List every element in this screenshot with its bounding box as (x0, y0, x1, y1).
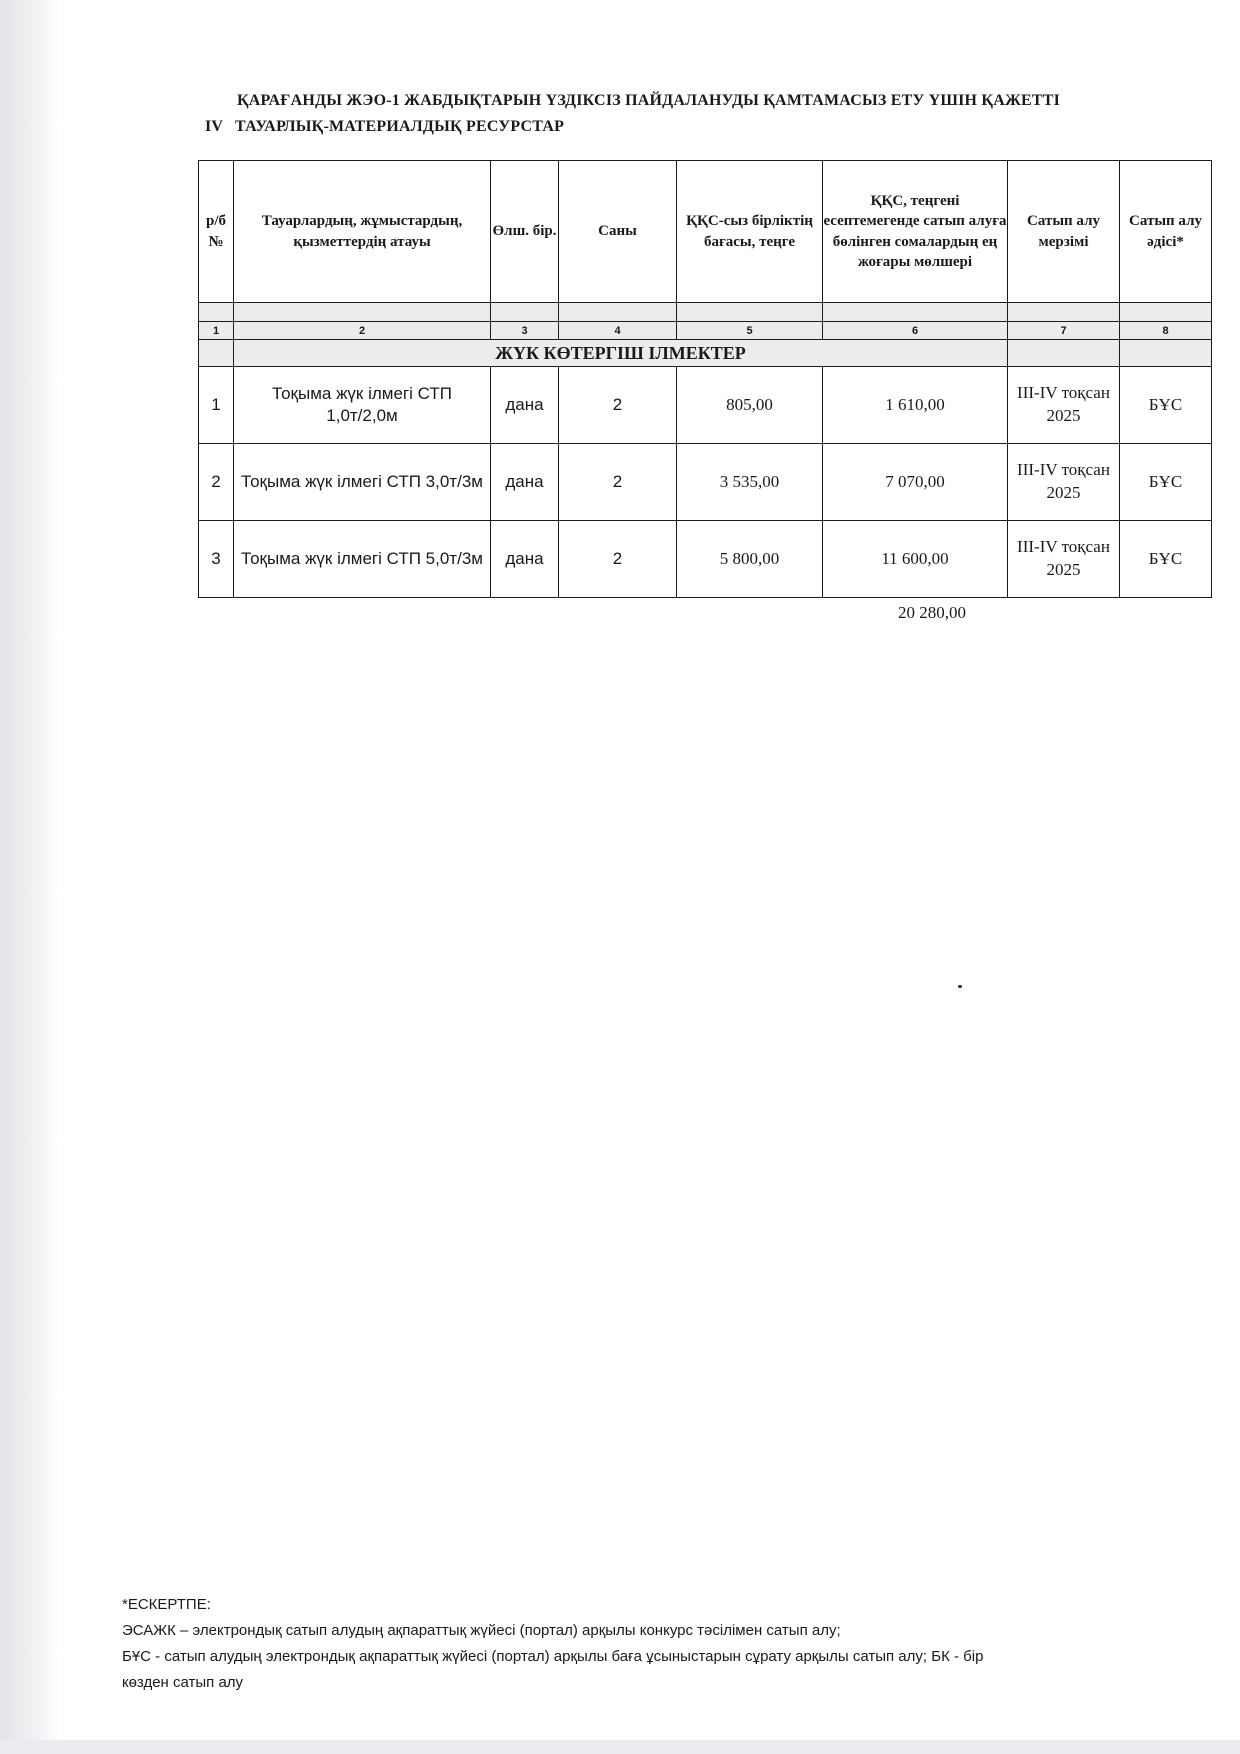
footnote-line: көзден сатып алу (122, 1674, 244, 1691)
group-row (199, 340, 1212, 367)
item-method: БҰС (1120, 521, 1212, 598)
title-line-1: ҚАРАҒАНДЫ ЖЭО-1 ЖАБДЫҚТАРЫН ҮЗДІКСІЗ ПАЙДАЛАНУДЫ ҚАМТАМАСЫЗ ЕТУ ҮШІН ҚАЖЕТТІ (237, 92, 1061, 109)
item-name: Тоқыма жүк ілмегі СТП 1,0т/2,0м (234, 367, 491, 444)
row-number: 3 (199, 521, 234, 598)
footnote-line: ЭСАЖК – электрондық сатып алудың ақпараттық жүйесі (портал) арқылы конкурс тәсілімен сатып алу; (122, 1622, 841, 1639)
item-period: III-IV тоқсан 2025 (1008, 367, 1120, 444)
header-unit-price: ҚҚС-сыз бірліктің бағасы, теңге (677, 161, 823, 303)
scan-speck (958, 985, 962, 988)
footnote-heading: *ЕСКЕРТПЕ: (122, 1596, 211, 1613)
header-row (199, 161, 1212, 303)
item-unit-price: 3 535,00 (677, 444, 823, 521)
header-period: Сатып алу мерзімі (1008, 161, 1120, 303)
header-quantity: Саны (559, 161, 677, 303)
item-name: Тоқыма жүк ілмегі СТП 5,0т/3м (234, 521, 491, 598)
item-quantity: 2 (559, 444, 677, 521)
title-line-2 (205, 118, 564, 136)
footnote (122, 1592, 983, 1696)
header-max-amount: ҚҚС, теңгені есептемегенде сатып алуға бөлінген сомалардың ең жоғары мөлшері (823, 161, 1008, 303)
column-number: 6 (823, 322, 1008, 340)
item-unit: дана (491, 444, 559, 521)
column-number-row (199, 322, 1212, 340)
column-number: 1 (199, 322, 234, 340)
item-name: Тоқыма жүк ілмегі СТП 3,0т/3м (234, 444, 491, 521)
item-method: БҰС (1120, 444, 1212, 521)
item-unit-price: 5 800,00 (677, 521, 823, 598)
row-number: 1 (199, 367, 234, 444)
section-number: IV (205, 118, 224, 135)
column-number: 8 (1120, 322, 1212, 340)
title-line-2-text: ТАУАРЛЫҚ-МАТЕРИАЛДЫҚ РЕСУРСТАР (235, 118, 565, 135)
item-unit: дана (491, 367, 559, 444)
header-method: Сатып алу әдісі* (1120, 161, 1212, 303)
scan-bottom-edge (0, 1740, 1240, 1754)
column-number: 3 (491, 322, 559, 340)
column-number: 4 (559, 322, 677, 340)
blank-row (199, 303, 1212, 322)
item-quantity: 2 (559, 521, 677, 598)
header-unit: Өлш. бір. (491, 161, 559, 303)
table-row (199, 521, 1212, 598)
group-title: ЖҮК КӨТЕРГІШ ІЛМЕКТЕР (234, 340, 1008, 367)
column-number: 5 (677, 322, 823, 340)
item-unit-price: 805,00 (677, 367, 823, 444)
item-unit: дана (491, 521, 559, 598)
header-index: р/б № (199, 161, 234, 303)
table-row (199, 367, 1212, 444)
column-number: 2 (234, 322, 491, 340)
footnote-line: БҰС - сатып алудың электрондық ақпараттық жүйесі (портал) арқылы баға ұсыныстарын сұрату арқылы сатып алу; БК - бір (122, 1648, 984, 1665)
row-number: 2 (199, 444, 234, 521)
item-period: III-IV тоқсан 2025 (1008, 444, 1120, 521)
item-period: III-IV тоқсан 2025 (1008, 521, 1120, 598)
grand-total: 20 280,00 (898, 603, 966, 622)
item-method: БҰС (1120, 367, 1212, 444)
scan-page-edge (0, 0, 60, 1754)
resources-table (198, 160, 1212, 598)
column-number: 7 (1008, 322, 1120, 340)
header-name: Тауарлардың, жұмыстардың, қызметтердің атауы (234, 161, 491, 303)
item-max-amount: 11 600,00 (823, 521, 1008, 598)
item-quantity: 2 (559, 367, 677, 444)
item-max-amount: 1 610,00 (823, 367, 1008, 444)
table-row (199, 444, 1212, 521)
item-max-amount: 7 070,00 (823, 444, 1008, 521)
